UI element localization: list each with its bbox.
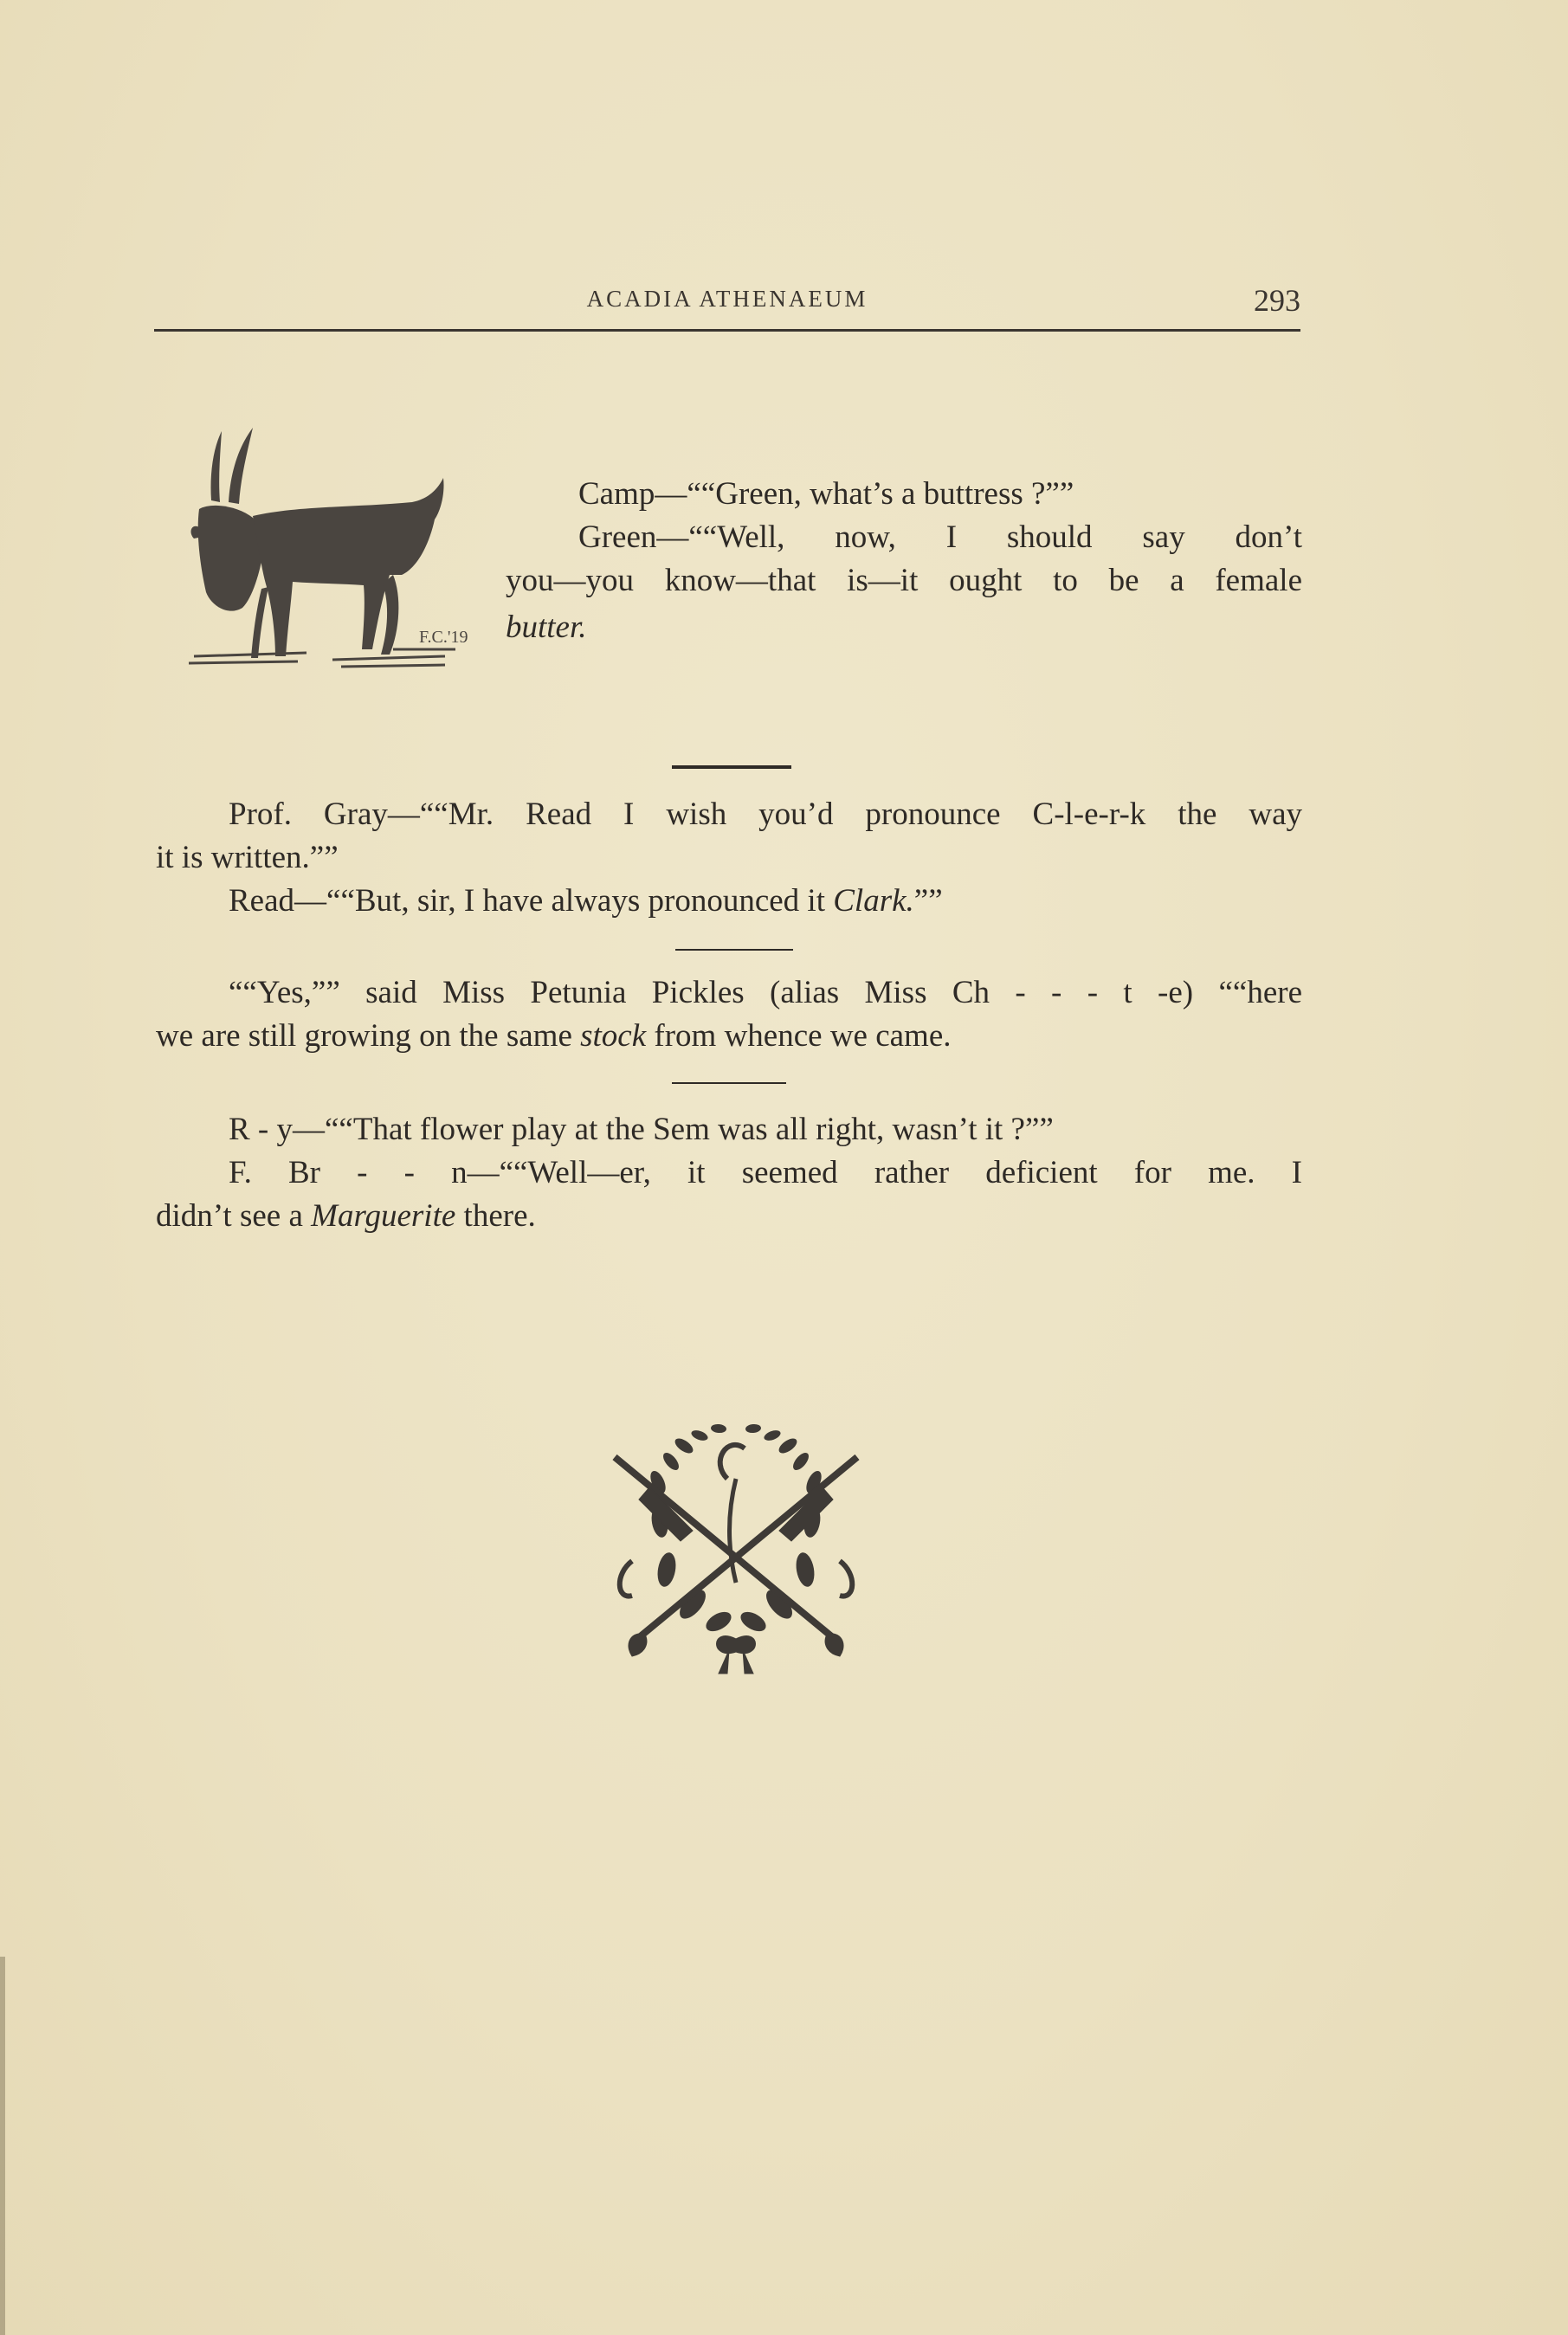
joke4-line3-text: didn’t see a (156, 1198, 312, 1234)
page-header (154, 283, 1300, 332)
joke1-line3: you—you know—that is—it ought to be a female (506, 563, 1302, 598)
joke4-line3 (156, 1195, 536, 1238)
italic-stock: stock (580, 1018, 647, 1054)
joke1-line1: Camp—““Green, what’s a buttress ?”” (578, 476, 1074, 512)
joke1-line2: Green—““Well, now, I should say don’t (578, 519, 1302, 555)
page-edge-shadow (0, 1957, 5, 2335)
goat-illustration-icon (185, 422, 480, 682)
page-number: 293 (1254, 283, 1300, 318)
joke2-line3-text: Read—““But, sir, I have always pronounced it (229, 883, 834, 919)
joke2-line2: it is written.”” (156, 840, 339, 875)
wreath-crossed-torches-ornament-icon (597, 1409, 874, 1687)
separator-rule (672, 765, 791, 769)
joke3-line2 (156, 1015, 952, 1058)
joke3-line2-text: we are still growing on the same (156, 1018, 581, 1054)
joke4-line3-end: there. (455, 1198, 536, 1234)
italic-butter: butter. (506, 610, 587, 645)
joke2-line1: Prof. Gray—““Mr. Read I wish you’d pronounce C-l-e-r-k the way (229, 797, 1302, 832)
joke3-line1: ““Yes,”” said Miss Petunia Pickles (alias Miss Ch - - - t -e) ““here (229, 975, 1302, 1010)
running-title: ACADIA ATHENAEUM (586, 286, 868, 312)
joke4-line1: R - y—““That flower play at the Sem was all right, wasn’t it ?”” (229, 1112, 1054, 1147)
italic-marguerite: Marguerite (311, 1198, 456, 1234)
joke2-line3 (229, 880, 943, 923)
joke3-line2-end: from whence we came. (646, 1018, 952, 1054)
joke1-line4 (506, 606, 587, 649)
separator-rule (675, 949, 793, 951)
joke2-line3-close: ”” (913, 883, 943, 919)
joke4-line2: F. Br - - n—““Well—er, it seemed rather deficient for me. I (229, 1155, 1302, 1190)
goat-signature: F.C.'19 (419, 628, 468, 647)
italic-clark: Clark. (833, 883, 914, 919)
separator-rule (672, 1082, 786, 1084)
